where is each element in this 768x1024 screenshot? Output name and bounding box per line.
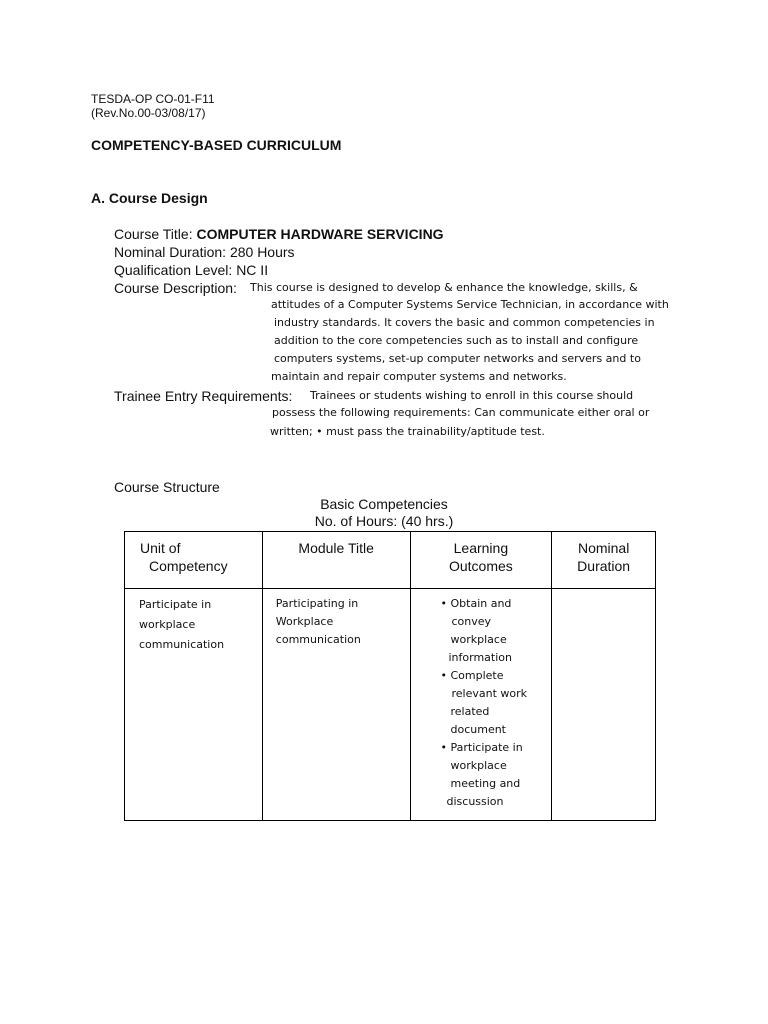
outcome-line: Obtain and xyxy=(450,597,512,610)
outcome-line: relevant work xyxy=(451,687,528,700)
form-code-block xyxy=(91,92,215,120)
header-line: Duration xyxy=(577,558,631,574)
outcome-line: discussion xyxy=(446,795,504,808)
competency-table xyxy=(124,531,656,821)
header-line: Unit of xyxy=(140,540,181,556)
course-title-value: COMPUTER HARDWARE SERVICING xyxy=(196,226,444,242)
qualification-level-label: Qualification Level: xyxy=(114,262,233,278)
entry-line: written; • must pass the trainability/aptitude test. xyxy=(270,425,545,438)
description-line: addition to the core competencies such as to install and configure xyxy=(274,334,639,347)
nominal-duration-value: 280 Hours xyxy=(229,244,295,260)
outcome-line: convey xyxy=(451,615,492,628)
nominal-duration-label: Nominal Duration: xyxy=(114,244,227,260)
nominal-duration-field xyxy=(114,243,295,261)
description-line: This course is designed to develop & enhance the knowledge, skills, & xyxy=(250,281,638,294)
cell-line: Participating in xyxy=(275,597,359,610)
header-nominal-duration xyxy=(552,532,656,589)
qualification-level-field xyxy=(114,261,268,279)
outcome-line: document xyxy=(450,723,506,736)
list-item xyxy=(440,595,552,667)
header-module-title xyxy=(262,532,410,589)
course-title-field xyxy=(114,225,444,243)
outcome-line: related xyxy=(450,705,490,718)
header-line: Outcomes xyxy=(448,558,513,574)
list-item xyxy=(440,667,552,739)
description-line: industry standards. It covers the basic and common competencies in xyxy=(274,316,655,329)
entry-requirements-label-wrap xyxy=(114,387,292,405)
form-code: TESDA-OP CO-01-F11 xyxy=(91,92,215,106)
outcome-line: meeting and xyxy=(450,777,521,790)
outcome-line: information xyxy=(448,651,512,664)
course-structure-heading: Course Structure xyxy=(114,479,220,495)
bullet-icon: • xyxy=(440,741,447,754)
cell-learning-outcomes xyxy=(410,589,552,821)
revision-number: (Rev.No.00-03/08/17) xyxy=(91,106,206,120)
cell-unit-of-competency xyxy=(125,589,263,821)
cell-nominal-duration xyxy=(552,589,656,821)
cell-module-title xyxy=(262,589,410,821)
basic-competencies-heading: Basic Competencies xyxy=(320,496,448,512)
cell-line: communication xyxy=(275,633,361,646)
learning-outcomes-list xyxy=(411,589,552,811)
cell-line: communication xyxy=(139,638,225,651)
hours-heading: No. of Hours: (40 hrs.) xyxy=(314,513,454,529)
entry-line: possess the following requirements: Can communicate either oral or xyxy=(272,406,650,419)
table-header-row xyxy=(125,532,656,589)
header-learning-outcomes xyxy=(410,532,552,589)
outcome-line: Participate in xyxy=(450,741,523,754)
cell-line: Participate in xyxy=(139,598,212,611)
course-description-label: Course Description: xyxy=(114,280,237,296)
course-title-label: Course Title: xyxy=(114,226,193,242)
course-description-label-wrap xyxy=(114,279,237,297)
entry-line: Trainees or students wishing to enroll in this course should xyxy=(310,389,634,402)
list-item xyxy=(440,739,552,811)
cell-line: workplace xyxy=(139,618,196,631)
outcome-line: Complete xyxy=(450,669,504,682)
outcome-line: workplace xyxy=(450,633,507,646)
header-line: Learning xyxy=(453,540,509,556)
header-line: Module Title xyxy=(298,540,374,556)
entry-requirements-label: Trainee Entry Requirements: xyxy=(114,388,293,404)
outcome-line: workplace xyxy=(450,759,507,772)
description-line: maintain and repair computer systems and networks. xyxy=(271,370,567,383)
bullet-icon: • xyxy=(440,597,447,610)
document-title: COMPETENCY-BASED CURRICULUM xyxy=(91,137,342,153)
header-line: Competency xyxy=(149,558,228,574)
section-heading: A. Course Design xyxy=(91,190,208,206)
header-line: Nominal xyxy=(577,540,630,556)
qualification-level-value: NC II xyxy=(236,262,269,278)
description-line: computers systems, set-up computer networks and servers and to xyxy=(274,352,641,365)
description-line: attitudes of a Computer Systems Service Technician, in accordance with xyxy=(271,298,669,311)
bullet-icon: • xyxy=(440,669,447,682)
header-unit-of-competency xyxy=(125,532,263,589)
cell-line: Workplace xyxy=(275,615,334,628)
table-row xyxy=(125,589,656,821)
